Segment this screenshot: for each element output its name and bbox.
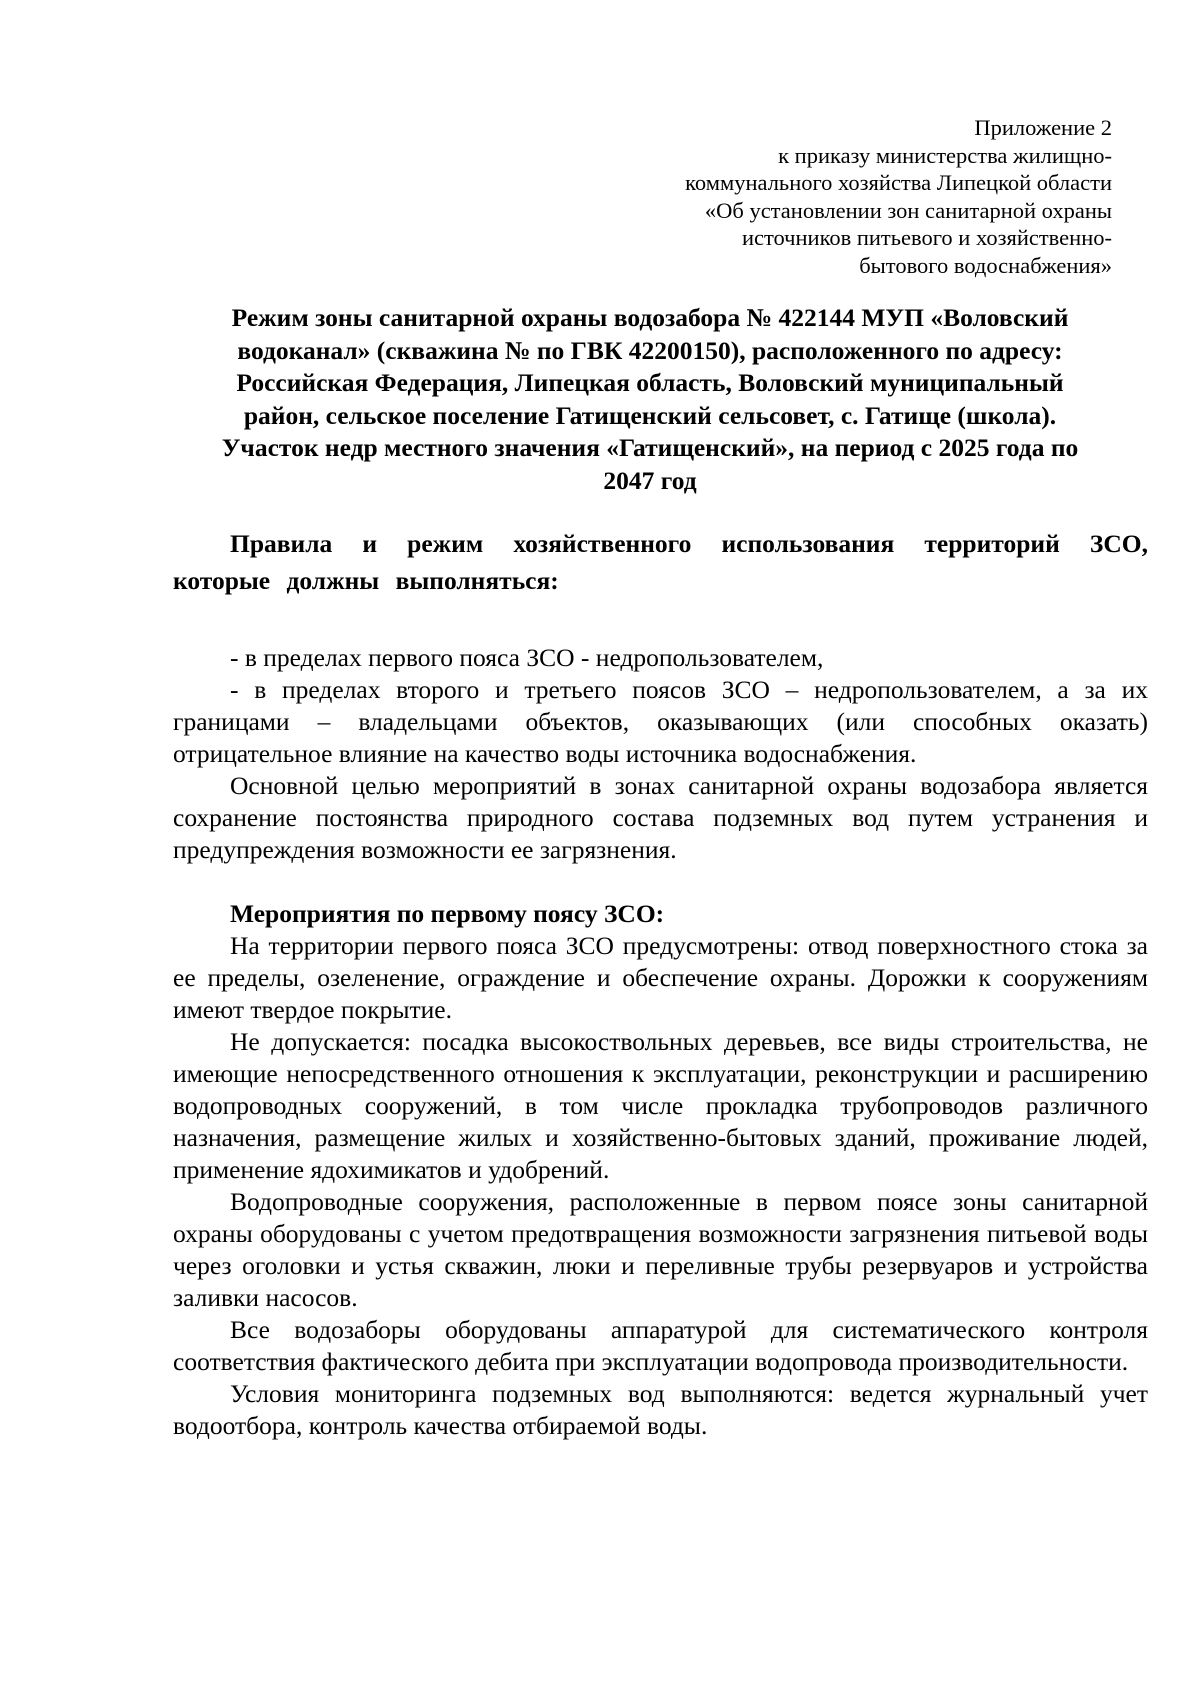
first-belt-paragraph: Не допускается: посадка высокоствольных деревьев, все виды строительства, не имеющие непосредственного отношения к эксплуатации, реконструкции и расширению водопроводных сооружений, в том числе прокладка трубопроводов различного назначения, размещение жилых и хозяйственно-бытовых зданий, проживание людей, применение ядохимикатов и удобрений. <box>173 1027 1148 1184</box>
appendix-line: Приложение 2 <box>974 115 1112 140</box>
first-belt-section <box>173 898 1148 1442</box>
first-belt-paragraph: На территории первого пояса ЗСО предусмотрены: отвод поверхностного стока за ее пределы, озеленение, ограждение и обеспечение охраны. Дорожки к сооружениям имеют твердое покрытие. <box>173 931 1148 1024</box>
first-belt-paragraph: Условия мониторинга подземных вод выполняются: ведется журнальный учет водоотбора, контроль качества отбираемой воды. <box>173 1379 1148 1440</box>
appendix-line: бытового водоснабжения» <box>859 252 1112 278</box>
rules-section <box>173 642 1148 866</box>
rules-paragraph: Основной целью мероприятий в зонах санитарной охраны водозабора является сохранение постоянства природного состава подземных вод путем устранения и предупреждения возможности ее загрязнения. <box>173 771 1148 864</box>
rules-heading: Правила и режим хозяйственного использования территорий ЗСО, которые должны выполняться: <box>173 529 1148 595</box>
rules-heading-block <box>173 525 1148 599</box>
first-belt-heading: Мероприятия по первому поясу ЗСО: <box>230 899 665 928</box>
title-line: район, сельское поселение Гатищенский сельсовет, с. Гатище (школа). <box>243 400 1057 430</box>
appendix-line: коммунального хозяйства Липецкой области <box>685 170 1112 195</box>
title-line: Участок недр местного значения «Гатищенский», на период с 2025 года по <box>221 433 1079 462</box>
appendix-header <box>552 114 1112 279</box>
title-line: 2047 год <box>603 465 697 495</box>
title-line: Российская Федерация, Липецкая область, Воловский муниципальный <box>236 368 1064 397</box>
appendix-line: к приказу министерства жилищно- <box>778 142 1112 168</box>
title-line: водоканал» (скважина № по ГВК 42200150), расположенного по адресу: <box>237 335 1063 365</box>
rules-paragraph: - в пределах второго и третьего поясов ЗСО – недропользователем, а за их границами – владельцами объектов, оказывающих (или способных оказать) отрицательное влияние на качество воды источника водоснабжения. <box>173 675 1148 768</box>
first-belt-paragraph: Все водозаборы оборудованы аппаратурой для систематического контроля соответствия фактического дебита при эксплуатации водопровода производительности. <box>173 1315 1148 1376</box>
first-belt-paragraph: Водопроводные сооружения, расположенные в первом поясе зоны санитарной охраны оборудованы с учетом предотвращения возможности загрязнения питьевой воды через оголовки и устья скважин, люки и переливные трубы резервуаров и устройства заливки насосов. <box>173 1187 1148 1312</box>
document-title <box>170 302 1130 497</box>
appendix-line: «Об установлении зон санитарной охраны <box>704 197 1112 223</box>
rules-paragraph: - в пределах первого пояса ЗСО - недропользователем, <box>230 643 824 672</box>
appendix-line: источников питьевого и хозяйственно- <box>741 225 1112 250</box>
title-line: Режим зоны санитарной охраны водозабора № 422144 МУП «Воловский <box>231 303 1069 332</box>
